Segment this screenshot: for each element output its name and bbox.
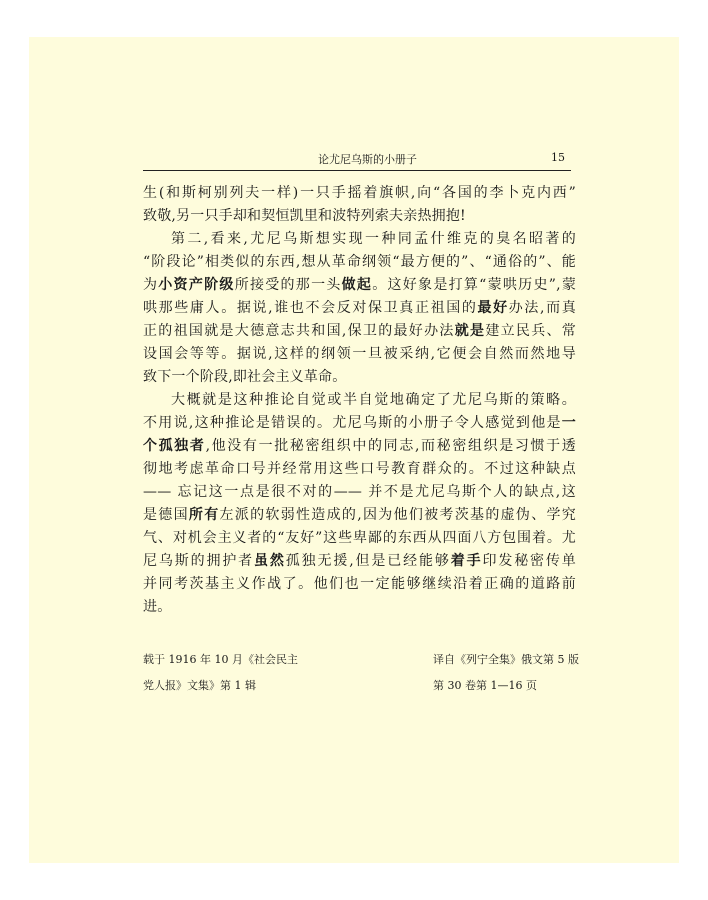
text-line: 致敬,另一只手却和契恒凯里和波特列索夫亲热拥抱! (143, 208, 466, 224)
text-run: 办法,而真 (508, 300, 576, 316)
bold-text: 着手 (450, 553, 483, 569)
text-line: “阶段论”相类似的东西,想从革命纲领“最方便的”、“通俗的”、能 (143, 254, 576, 270)
bold-text: 小资产阶级 (158, 277, 235, 293)
text-run: 所接受的那一头 (234, 277, 342, 293)
text-line: 气、对机会主义者的“友好”这些卑鄙的东西从四面八方包围着。尤 (143, 530, 576, 546)
text-line: —— 忘记这一点是很不对的—— 并不是尤尼乌斯个人的缺点,这 (143, 484, 576, 500)
text-run: 尼乌斯的拥护者 (143, 553, 255, 569)
bold-text: 个孤独者 (143, 438, 206, 454)
paragraph-start-line: 大概就是这种推论自觉或半自觉地确定了尤尼乌斯的策略。 (171, 392, 576, 408)
bold-text: 最好 (477, 300, 509, 316)
bold-text: 做起 (341, 277, 373, 293)
source-note-line: 党人报》文集》第 1 辑 (143, 679, 256, 692)
text-line (143, 550, 576, 573)
bold-text: 就是 (454, 323, 486, 339)
translation-note-line: 译自《列宁全集》俄文第 5 版 (433, 653, 579, 666)
translation-note (433, 647, 579, 699)
text-line (143, 320, 576, 343)
text-run: ,他没有一批秘密组织中的同志,而秘密组织是习惯于透 (205, 438, 576, 454)
text-line: 并同考茨基主义作战了。他们也一定能够继续沿着正确的道路前 (143, 576, 576, 592)
source-note (143, 647, 298, 699)
text-run: 。这好象是打算“蒙哄历史”,蒙 (372, 277, 576, 293)
text-run: 印发秘密传单 (482, 553, 576, 569)
text-line: 生(和斯柯别列夫一样)一只手摇着旗帜,向“各国的李卜克内西” (143, 185, 576, 201)
running-header (143, 150, 571, 171)
paragraph-start-line: 第二,看来,尤尼乌斯想实现一种同孟什维克的臭名昭著的 (171, 231, 576, 247)
text-run: 建立民兵、常 (485, 323, 576, 339)
bold-text: 一 (561, 415, 576, 431)
text-line: 设国会等等。据说,这样的纲领一旦被采纳,它便会自然而然地导 (143, 346, 576, 362)
text-line (143, 297, 576, 320)
text-run: 不用说,这种推论是错误的。尤尼乌斯的小册子令人感觉到他是 (143, 415, 562, 431)
bold-text: 所有 (188, 507, 220, 523)
text-line (143, 504, 576, 527)
text-run: 为 (143, 277, 159, 293)
text-line (143, 435, 576, 458)
body-text (143, 182, 583, 619)
source-note-line: 载于 1916 年 10 月《社会民主 (143, 653, 298, 666)
text-run: 是德国 (143, 507, 189, 523)
text-run: 哄那些庸人。据说,谁也不会反对保卫真正祖国的 (143, 300, 478, 316)
text-run: 正的祖国就是大德意志共和国,保卫的最好办法 (143, 323, 455, 339)
text-line (143, 412, 576, 435)
translation-note-line: 第 30 卷第 1—16 页 (433, 679, 537, 692)
text-line: 进。 (143, 599, 172, 615)
text-run: 左派的软弱性造成的,因为他们被考茨基的虚伪、学究 (219, 507, 576, 523)
text-line: 致下一个阶段,即社会主义革命。 (143, 369, 347, 385)
text-line (143, 274, 576, 297)
bold-text: 虽然 (254, 553, 286, 569)
text-line: 彻地考虑革命口号并经常用这些口号教育群众的。不过这种缺点 (143, 461, 576, 477)
page-number: 15 (551, 151, 565, 164)
text-run: 孤独无援,但是已经能够 (285, 553, 451, 569)
header-title: 论尤尼乌斯的小册子 (318, 153, 417, 166)
